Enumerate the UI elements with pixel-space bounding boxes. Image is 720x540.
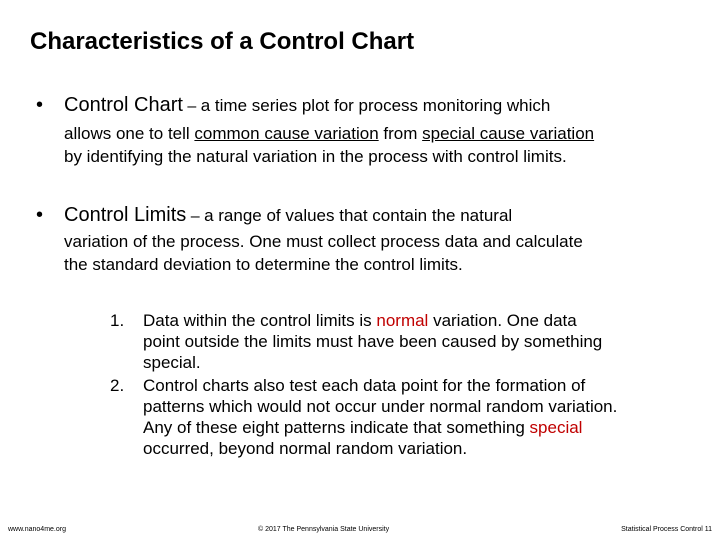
bullet-first-line <box>64 204 512 227</box>
definition-lead: a time series plot for process monitoring which <box>200 96 551 115</box>
bullet-first-line <box>64 94 550 117</box>
definition-lead: a range of values that contain the natural <box>204 206 513 225</box>
highlight-special: special <box>529 418 583 437</box>
numbered-item-2: 2. Control charts also test each data point for the formation of patterns which would not occur under normal random variation. Any of these eight patterns indicate that something special occurred, beyond normal random variation. <box>110 376 618 458</box>
list-marker: 2. <box>110 376 125 395</box>
footer-page-label: Statistical Process Control 11 <box>621 526 712 533</box>
term-control-chart: Control Chart <box>64 94 183 116</box>
definition-line: by identifying the natural variation in the process with control limits. <box>64 147 567 166</box>
slide-title: Characteristics of a Control Chart <box>30 28 415 55</box>
definition-line: the standard deviation to determine the control limits. <box>64 255 463 274</box>
footer-copyright: © 2017 The Pennsylvania State University <box>258 526 390 533</box>
bullet-dot: • <box>36 94 44 116</box>
term-dash: – <box>187 98 197 115</box>
bullet-dot: • <box>36 204 44 226</box>
numbered-item-1: 1. Data within the control limits is normal variation. One data point outside the limits must have been caused by something special. <box>110 311 603 372</box>
definition-line: allows one to tell common cause variation from special cause variation <box>64 124 595 143</box>
numbered-list <box>110 310 690 459</box>
definition-line: variation of the process. One must collect process data and calculate <box>64 232 583 251</box>
term-control-limits: Control Limits <box>64 204 187 226</box>
footer-website: www.nano4me.org <box>8 526 66 533</box>
common-cause-term: common cause variation <box>194 124 379 143</box>
list-marker: 1. <box>110 311 125 330</box>
term-dash: – <box>190 208 200 225</box>
special-cause-term: special cause variation <box>422 124 595 143</box>
highlight-normal: normal <box>376 311 429 330</box>
